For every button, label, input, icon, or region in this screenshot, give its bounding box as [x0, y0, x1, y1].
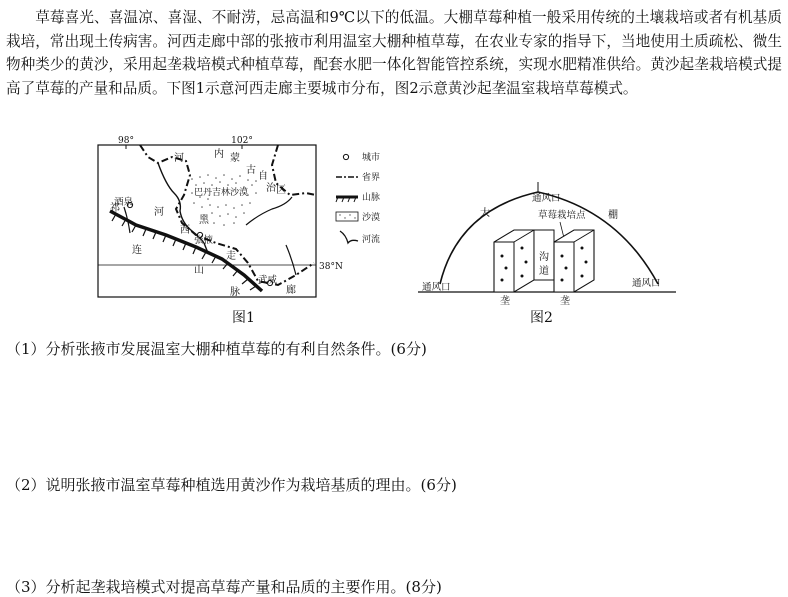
label-long-left: 垄 — [500, 296, 510, 307]
legend-border-label: 省界 — [362, 173, 381, 183]
label-neimeng-4: 自 — [258, 171, 268, 182]
legend-river-label: 河流 — [362, 235, 381, 245]
legend-mountain-label: 山脉 — [362, 193, 381, 203]
figure-1-map — [96, 135, 396, 305]
ditch — [534, 230, 554, 280]
lon-label-102: 102° — [231, 136, 253, 146]
legend-city-label: 城市 — [362, 153, 381, 163]
label-qilian-3: 山 — [194, 265, 204, 276]
label-long-right: 垄 — [560, 296, 570, 307]
lon-label-98: 98° — [118, 136, 134, 146]
label-neimeng-3: 古 — [246, 165, 256, 176]
figure-2-caption: 图2 — [530, 310, 553, 326]
label-neimeng-1: 内 — [214, 149, 224, 160]
lat-label: 38°N — [319, 262, 343, 272]
label-qilian-1: 祁 — [110, 203, 120, 214]
legend-river-icon — [340, 231, 358, 243]
legend-desert-label: 沙漠 — [362, 213, 381, 223]
label-vent-right: 通风口 — [632, 278, 661, 289]
label-hexi-he: 河 — [154, 207, 164, 218]
label-gou: 沟 — [539, 252, 549, 263]
label-lang: 廊 — [286, 285, 296, 296]
label-peng: 棚 — [608, 210, 618, 221]
label-zou: 走 — [226, 251, 236, 262]
figure-2-greenhouse — [418, 180, 676, 310]
legend-desert-icon — [336, 212, 358, 221]
legend-city-icon — [343, 154, 348, 159]
question-2: （2）说明张掖市温室草莓种植选用黄沙作为栽培基质的理由。(6分) — [6, 476, 457, 494]
question-1: （1）分析张掖市发展温室大棚种植草莓的有利自然条件。(6分) — [6, 340, 427, 358]
label-qilian-4: 脉 — [230, 287, 240, 298]
label-wuwei: 武威 — [258, 275, 278, 286]
intro-paragraph: 草莓喜光、喜温凉、喜湿、不耐涝，忌高温和9℃以下的低温。大棚草莓种植一般采用传统的土壤栽培或者有机基质栽培，常出现土传病害。河西走廊中部的张掖市利用温室大棚种植草莓，在农业专家的指导下，当地使用土质疏松、微生物种类少的黄沙，采用起垄栽培模式种植草莓，配套水肥一体化智能管控系统，实现水肥精准供给。黄沙起垄栽培模式提高了草莓的产量和品质。下图1示意河西走廊主要城市分布，图2示意黄沙起垄温室栽培草莓模式。 — [6, 9, 782, 97]
label-qilian-2: 连 — [132, 245, 142, 256]
label-hei: 黑 — [199, 215, 209, 226]
label-vent-left: 通风口 — [422, 282, 451, 293]
label-he: 河 — [174, 153, 184, 164]
label-neimeng-6: 区 — [276, 185, 286, 196]
question-3: （3）分析起垄栽培模式对提高草莓产量和品质的主要作用。(8分) — [6, 578, 442, 596]
label-hexi-xi: 西 — [180, 225, 190, 236]
ridge-right — [554, 230, 594, 292]
river-southeast — [286, 245, 296, 275]
label-neimeng-2: 蒙 — [230, 153, 240, 164]
label-neimeng-5: 治 — [266, 183, 276, 194]
river-east — [246, 197, 292, 225]
label-vent-top: 通风口 — [532, 193, 561, 204]
figure-1-caption: 图1 — [232, 310, 255, 326]
label-planting-point: 草莓栽培点 — [538, 210, 586, 221]
planting-point-pointer — [560, 222, 564, 238]
ridge-left — [494, 230, 534, 292]
label-zhangye: 张掖 — [194, 235, 214, 246]
label-badain-desert: 巴丹吉林沙漠 — [194, 188, 249, 198]
label-dao: 道 — [539, 266, 549, 277]
label-jiuquan: 酒泉 — [114, 197, 134, 208]
map-legend — [336, 151, 380, 245]
label-da: 大 — [480, 208, 490, 219]
